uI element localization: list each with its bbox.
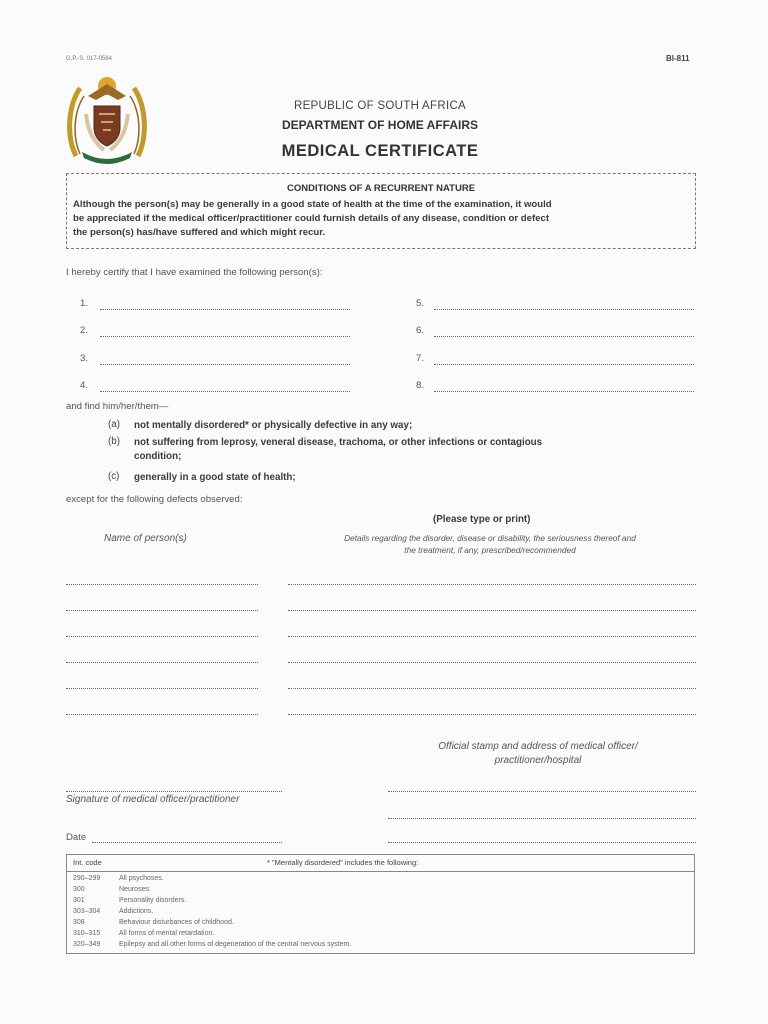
- code-cell: 290–299: [73, 875, 101, 882]
- condition-b-text: not suffering from leprosy, veneral disease, trachoma, or other infections or contagious: [134, 437, 543, 448]
- table-row: [73, 908, 153, 915]
- table-row: [73, 875, 164, 882]
- person-field-5[interactable]: [434, 309, 694, 310]
- find-statement: and find him/her/them—: [66, 401, 169, 412]
- stamp-address-field[interactable]: [388, 818, 696, 819]
- code-cell: 303–304: [73, 908, 101, 915]
- stamp-label-line1: Official stamp and address of medical officer/: [438, 741, 638, 752]
- person-number: 8.: [416, 380, 425, 391]
- except-statement: except for the following defects observed:: [66, 494, 243, 505]
- table-row: [73, 886, 151, 893]
- stamp-address-field[interactable]: [388, 842, 696, 843]
- print-code: G.P.-S. 017-0584: [66, 56, 112, 62]
- person-number: 3.: [80, 353, 89, 364]
- defect-details-field[interactable]: [288, 636, 696, 637]
- notice-body: [73, 198, 689, 240]
- desc-cell: All psychoses.: [119, 875, 164, 882]
- int-code-header: Int. code: [73, 858, 102, 867]
- code-cell: 310–315: [73, 930, 101, 937]
- condition-b-text-cont: condition;: [134, 451, 182, 462]
- notice-line: the person(s) has/have suffered and which might recur.: [73, 227, 326, 238]
- person-number: 4.: [80, 380, 89, 391]
- details-column-header-line1: Details regarding the disorder, disease or disability, the seriousness thereof and: [344, 533, 636, 543]
- form-number: BI-811: [666, 54, 690, 63]
- table-title: * "Mentally disordered" includes the following:: [267, 858, 419, 867]
- notice-line: Although the person(s) may be generally in a good state of health at the time of the examination, it would: [73, 199, 552, 210]
- defect-details-field[interactable]: [288, 688, 696, 689]
- stamp-label-line2: practitioner/hospital: [494, 755, 582, 766]
- recurrent-conditions-notice: [66, 173, 696, 249]
- stamp-address-field[interactable]: [388, 791, 696, 792]
- person-field-8[interactable]: [434, 391, 694, 392]
- signature-label: Signature of medical officer/practitioner: [66, 794, 240, 805]
- code-cell: 320–349: [73, 941, 101, 948]
- condition-letter: (a): [108, 419, 120, 430]
- coat-of-arms-logo: [66, 66, 148, 166]
- person-number: 1.: [80, 298, 89, 309]
- defect-name-field[interactable]: [66, 610, 258, 611]
- department-heading: DEPARTMENT OF HOME AFFAIRS: [282, 118, 478, 132]
- code-cell: 300: [73, 886, 85, 893]
- condition-a-text: not mentally disordered* or physically defective in any way;: [134, 420, 413, 431]
- code-cell: 308: [73, 919, 85, 926]
- defect-name-field[interactable]: [66, 714, 258, 715]
- defect-details-field[interactable]: [288, 662, 696, 663]
- desc-cell: Neuroses.: [119, 886, 151, 893]
- person-field-7[interactable]: [434, 364, 694, 365]
- defect-name-field[interactable]: [66, 636, 258, 637]
- person-field-1[interactable]: [100, 309, 350, 310]
- defect-details-field[interactable]: [288, 584, 696, 585]
- person-number: 7.: [416, 353, 425, 364]
- condition-letter: (b): [108, 436, 120, 447]
- please-type-note: (Please type or print): [433, 514, 531, 525]
- table-header: [67, 855, 694, 872]
- republic-heading: REPUBLIC OF SOUTH AFRICA: [293, 100, 467, 112]
- date-label: Date: [66, 832, 87, 843]
- condition-letter: (c): [108, 471, 120, 482]
- code-cell: 301: [73, 897, 85, 904]
- desc-cell: Addictions.: [119, 908, 154, 915]
- desc-cell: Personality disorders.: [119, 897, 187, 904]
- defect-details-field[interactable]: [288, 714, 696, 715]
- table-row: [73, 930, 214, 937]
- desc-cell: Behaviour disturbances of childhood.: [119, 919, 234, 926]
- name-column-header: Name of person(s): [104, 533, 187, 544]
- certificate-title: MEDICAL CERTIFICATE: [281, 142, 479, 160]
- date-field[interactable]: [92, 842, 282, 843]
- person-number: 2.: [80, 325, 89, 336]
- person-field-2[interactable]: [100, 336, 350, 337]
- person-field-6[interactable]: [434, 336, 694, 337]
- certify-statement: I hereby certify that I have examined the following person(s):: [66, 267, 323, 278]
- desc-cell: All forms of mental retardation.: [119, 930, 215, 937]
- condition-c-text: generally in a good state of health;: [134, 472, 296, 483]
- details-column-header-line2: the treatment, if any, prescribed/recommended: [404, 545, 576, 555]
- mental-disorder-codes-table: [66, 854, 695, 954]
- defect-name-field[interactable]: [66, 584, 258, 585]
- defect-name-field[interactable]: [66, 688, 258, 689]
- signature-field[interactable]: [66, 791, 282, 792]
- desc-cell: Epilepsy and all other forms of degeneration of the central nervous system.: [119, 941, 352, 948]
- person-number: 6.: [416, 325, 425, 336]
- table-row: [73, 897, 186, 904]
- notice-line: be appreciated if the medical officer/practitioner could furnish details of any disease, condition or defect: [73, 213, 550, 224]
- table-row: [73, 941, 351, 948]
- person-number: 5.: [416, 298, 425, 309]
- person-field-4[interactable]: [100, 391, 350, 392]
- person-field-3[interactable]: [100, 364, 350, 365]
- table-row: [73, 919, 234, 926]
- notice-title: CONDITIONS OF A RECURRENT NATURE: [286, 183, 476, 194]
- defect-details-field[interactable]: [288, 610, 696, 611]
- defect-name-field[interactable]: [66, 662, 258, 663]
